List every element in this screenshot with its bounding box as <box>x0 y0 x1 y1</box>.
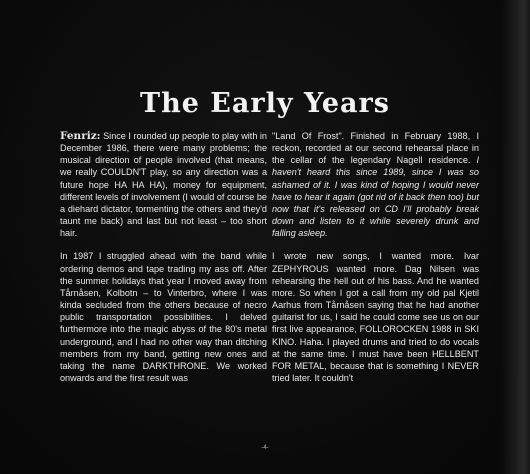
paragraph-3-italic: I haven't heard this since 1989, since I was so ashamed of it. I was kind of hoping I would never have to hear it again (got rid of it back then too) but now that it's released on CD I'll probably break down and listen to it while severely drunk and falling asleep. <box>272 155 479 239</box>
paragraph-4: I wrote new songs, I wanted more. Ivar ZEPHYROUS wanted more. Dag Nilsen was rehearsing the hell out of his bass. And he wanted more. So when I got a call from my old pal Kjetil Aarhus from Tårnåsen saying that he had another guitarist for us, I said he could come see us on our first live appearance, FOLLOROCKEN 1988 in SKI KINO. Haha. I played drums and tried to do vocals at the same time. I must have been HELLBENT FOR METAL, because that is something I NEVER tried later. It couldn't <box>272 251 479 383</box>
page-title: The Early Years <box>140 88 390 119</box>
paragraph-3-text: "Land Of Frost". Finished in February 1988, I reckon, recorded at our second rehearsal place in the cellar of the legendary Nagell residence. <box>272 131 479 166</box>
page-fold-shadow <box>500 0 530 474</box>
paragraph-1 <box>60 130 267 239</box>
speaker-lead: Fenriz: <box>60 130 101 142</box>
paragraph-1-text: Since I rounded up people to play with in December 1986, there were many problems; the musical direction of people involved (that means, we really COULDN'T play, so any direction was a future hope HA HA HA), money for equipment, different levels of involvement (I would of course be a diehard dictator, tormenting the others and they'd taunt me back) and last but not least – too short hair. <box>60 131 267 239</box>
right-column <box>272 130 479 395</box>
left-column <box>60 130 267 395</box>
paragraph-2: In 1987 I struggled ahead with the band while ordering demos and tape trading my ass off. After the summer holidays that year I moved away from Tårnåsen, Kolbotn – to Vinterbro, where I was kinda secluded from the others because of necro public transportation possibilities. I delved furthermore into the magic abyss of the 80's metal underground, and I had no other way than ditching members from my band, getting new ones and taking the name DARKTHRONE. We worked onwards and the first result was <box>60 251 267 383</box>
page-number: -4- <box>261 445 269 451</box>
paragraph-3 <box>272 130 479 239</box>
